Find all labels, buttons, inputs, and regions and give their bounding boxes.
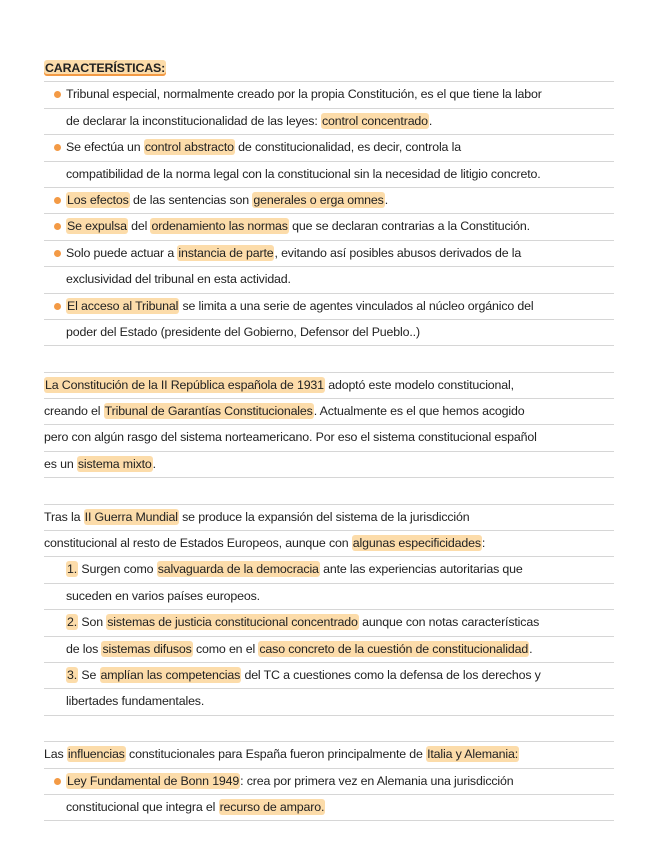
blank-line bbox=[44, 716, 614, 742]
list-item: Tribunal especial, normalmente creado por la propia Constitución, es el que tiene la labor bbox=[44, 82, 614, 108]
numbered-item: 1. Surgen como salvaguarda de la democracia ante las experiencias autoritarias que bbox=[44, 557, 614, 583]
list-item-cont: exclusividad del tribunal en esta actividad. bbox=[44, 267, 614, 293]
list-item-cont: poder del Estado (presidente del Gobierno, Defensor del Pueblo..) bbox=[44, 320, 614, 346]
item-number: 2. bbox=[67, 615, 78, 630]
highlight: ordenamiento las normas bbox=[151, 219, 288, 234]
bullet-icon bbox=[54, 303, 61, 310]
paragraph-line: La Constitución de la II República española de 1931 adoptó este modelo constitucional, bbox=[44, 373, 614, 399]
highlight: amplían las competencias bbox=[100, 667, 241, 682]
highlight: sistema mixto bbox=[77, 456, 152, 471]
paragraph-line: creando el Tribunal de Garantías Constitucionales. Actualmente es el que hemos acogido bbox=[44, 399, 614, 425]
list-item-cont: de declarar la inconstitucionalidad de las leyes: control concentrado. bbox=[44, 109, 614, 135]
bullet-icon bbox=[54, 197, 61, 204]
paragraph-line: Las influencias constitucionales para España fueron principalmente de Italia y Alemania: bbox=[44, 742, 614, 768]
bullet-icon bbox=[54, 91, 61, 98]
bullet-icon bbox=[54, 144, 61, 151]
numbered-item: 3. Se amplían las competencias del TC a cuestiones como la defensa de los derechos y bbox=[44, 663, 614, 689]
list-item: Se efectúa un control abstracto de constitucionalidad, es decir, controla la bbox=[44, 135, 614, 161]
highlight: algunas especificidades bbox=[352, 536, 481, 551]
highlight: influencias bbox=[67, 747, 125, 762]
highlight: instancia de parte bbox=[178, 245, 274, 260]
numbered-item-cont: de los sistemas difusos como en el caso concreto de la cuestión de constitucionalidad. bbox=[44, 637, 614, 663]
highlight: sistemas de justicia constitucional concentrado bbox=[107, 615, 358, 630]
highlight: recurso de amparo. bbox=[219, 799, 325, 814]
highlight: control concentrado bbox=[321, 113, 428, 128]
paragraph-line: es un sistema mixto. bbox=[44, 452, 614, 478]
highlight: salvaguarda de la democracia bbox=[157, 562, 319, 577]
highlight: Ley Fundamental de Bonn 1949 bbox=[67, 773, 240, 788]
numbered-item-cont: suceden en varios países europeos. bbox=[44, 584, 614, 610]
numbered-item: 2. Son sistemas de justicia constitucional concentrado aunque con notas características bbox=[44, 610, 614, 636]
highlight: Tribunal de Garantías Constitucionales bbox=[104, 404, 313, 419]
highlight: La Constitución de la II República española de 1931 bbox=[45, 377, 324, 392]
list-item: Ley Fundamental de Bonn 1949: crea por primera vez en Alemania una jurisdicción bbox=[44, 769, 614, 795]
highlight: Italia y Alemania: bbox=[427, 747, 519, 762]
highlight: generales o erga omnes bbox=[253, 192, 384, 207]
list-item: El acceso al Tribunal se limita a una serie de agentes vinculados al núcleo orgánico del bbox=[44, 294, 614, 320]
paragraph-line: pero con algún rasgo del sistema norteamericano. Por eso el sistema constitucional español bbox=[44, 425, 614, 451]
highlight: Se expulsa bbox=[67, 219, 127, 234]
section-heading: CARACTERÍSTICAS: bbox=[45, 61, 166, 75]
list-item: Solo puede actuar a instancia de parte, evitando así posibles abusos derivados de la bbox=[44, 241, 614, 267]
highlight: II Guerra Mundial bbox=[84, 509, 178, 524]
list-item-cont: compatibilidad de la norma legal con la constitucional sin la necesidad de litigio concreto. bbox=[44, 162, 614, 188]
item-number: 3. bbox=[67, 667, 78, 682]
notes-sheet bbox=[44, 56, 614, 821]
numbered-item-cont: libertades fundamentales. bbox=[44, 689, 614, 715]
bullet-icon bbox=[54, 223, 61, 230]
bullet-icon bbox=[54, 778, 61, 785]
blank-line bbox=[44, 478, 614, 504]
list-item: Los efectos de las sentencias son generales o erga omnes. bbox=[44, 188, 614, 214]
highlight: sistemas difusos bbox=[102, 641, 192, 656]
heading-line bbox=[44, 56, 614, 82]
bullet-icon bbox=[54, 250, 61, 257]
highlight: El acceso al Tribunal bbox=[67, 298, 179, 313]
paragraph-line: Tras la II Guerra Mundial se produce la expansión del sistema de la jurisdicción bbox=[44, 505, 614, 531]
paragraph-line: constitucional al resto de Estados Europeos, aunque con algunas especificidades: bbox=[44, 531, 614, 557]
item-number: 1. bbox=[67, 562, 78, 577]
highlight: caso concreto de la cuestión de constitucionalidad bbox=[259, 641, 529, 656]
list-item-cont: constitucional que integra el recurso de amparo. bbox=[44, 795, 614, 821]
list-item: Se expulsa del ordenamiento las normas que se declaran contrarias a la Constitución. bbox=[44, 214, 614, 240]
highlight: control abstracto bbox=[144, 140, 234, 155]
highlight: Los efectos bbox=[67, 192, 129, 207]
blank-line bbox=[44, 346, 614, 372]
